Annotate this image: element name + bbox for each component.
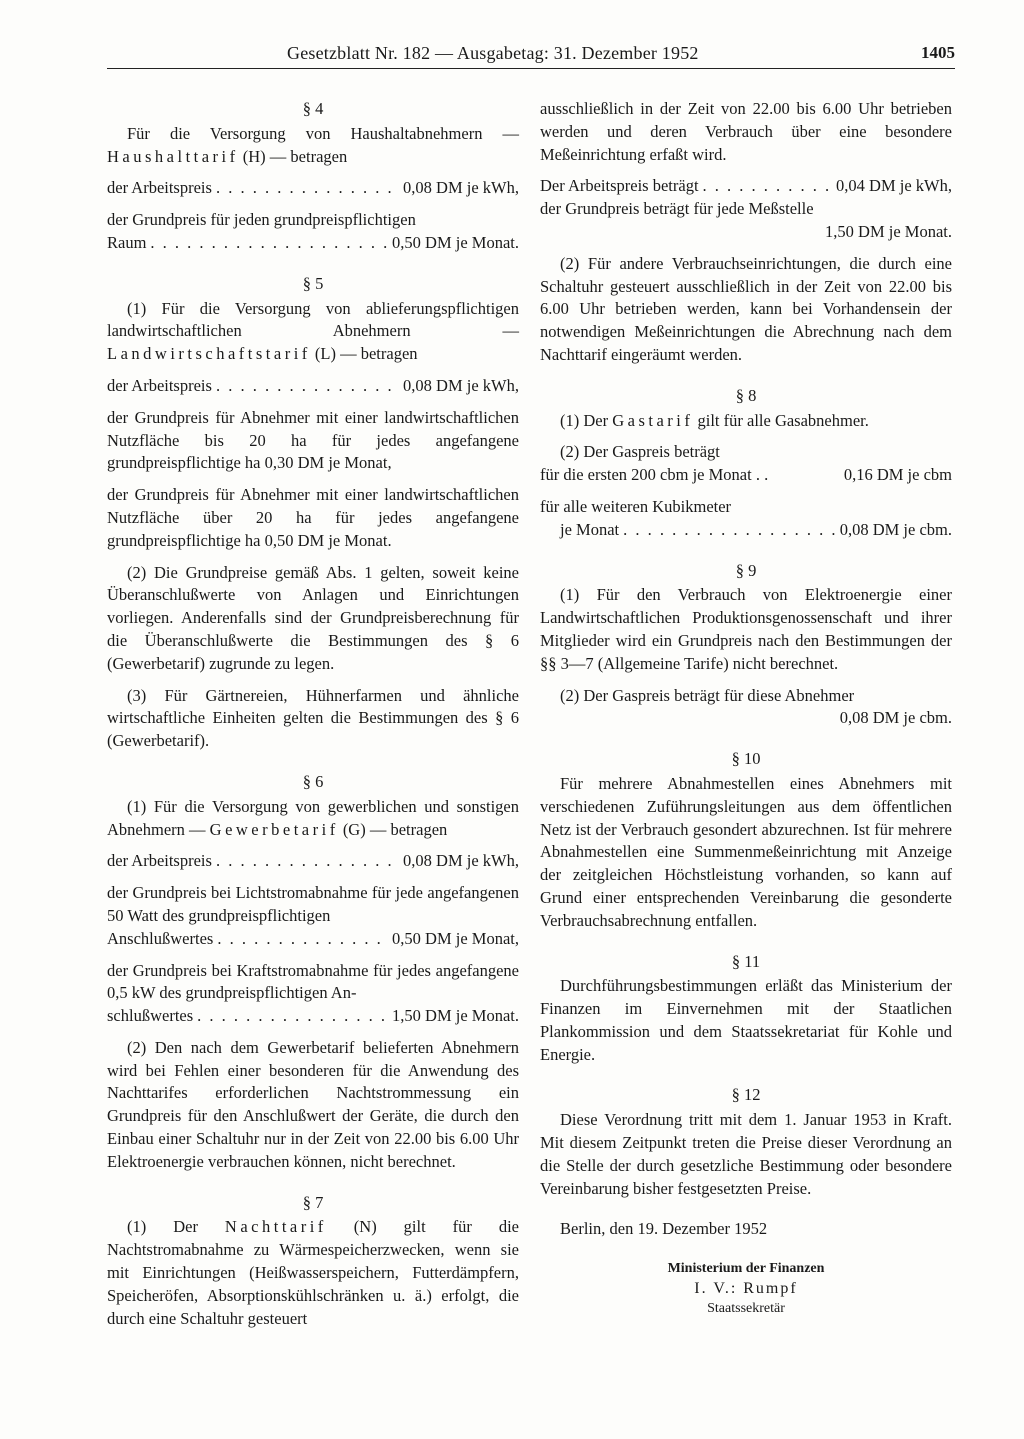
- rate-value: 0,16 DM je cbm: [843, 465, 952, 485]
- s4-rate-arbeitspreis: [107, 177, 519, 200]
- s8-p1-c: gilt für alle Gasabnehmer.: [697, 410, 869, 430]
- page-header: [107, 40, 955, 69]
- rate-label: schlußwertes: [107, 1006, 194, 1026]
- s4-tariff-name: Haushalttarif: [107, 146, 239, 166]
- s9-paragraph-2-value: 0,08 DM je cbm.: [839, 708, 952, 728]
- s8-paragraph-1: [540, 410, 952, 433]
- s8-tariff-name: Gastarif: [612, 410, 694, 430]
- section-heading-4: § 4: [302, 99, 324, 118]
- rate-value: 0,08 DM je kWh,: [403, 851, 519, 871]
- section-heading-6: § 6: [302, 771, 324, 791]
- rate-value: 0,08 DM je kWh,: [403, 178, 519, 198]
- s12-text: Diese Verordnung tritt mit dem 1. Januar 1953 in Kraft. Mit diesem Zeitpunkt treten die Preise dieser Verordnung an die Stelle der durch gesetzliche Bestimmung oder besondere Vereinbarung bisher festgesetzten Preise.: [540, 1110, 952, 1198]
- s5-paragraph-3: (3) Für Gärtnereien, Hühnerfarmen und ähnliche wirtschaftliche Einheiten gelten die Bestimmungen des § 6 (Gewerbetarif).: [107, 685, 519, 751]
- s6-rate-kraft-text: der Grundpreis bei Kraftstromabnahme für jedes angefangene 0,5 kW des grundpreispflichtigen An-: [107, 960, 519, 1003]
- s6-paragraph-2: (2) Den nach dem Gewerbetarif belieferten Abnehmern wird bei Fehlen einer besonderen für die Anwendung des Nachttarifes erforderlichen Nachtstrommessung ein Grundpreis für den Anschlußwert der Geräte, die durch den Einbau einer Schaltuhr nur in der Zeit von 22.00 bis 6.00 Uhr Elektroenergie verbrauchen können, nicht berechnet.: [107, 1037, 519, 1171]
- rate-value: 0,50 DM je Monat.: [392, 232, 519, 252]
- s7-rate-grundpreis-value: 1,50 DM je Monat.: [825, 221, 952, 241]
- rate-label: Anschlußwertes: [107, 928, 214, 948]
- section-heading-12: § 12: [731, 1085, 761, 1105]
- s8-rate-first-200: [540, 464, 952, 487]
- rate-label: der Arbeitspreis: [107, 375, 212, 395]
- s6-intro-a: (1) Für die Versorgung von gewerblichen und sonstigen Abnehmern —: [107, 796, 519, 839]
- s4-rate-grundpreis-text: der Grundpreis für jeden grundpreispflichtigen: [107, 210, 416, 230]
- s9-paragraph-2: (2) Der Gaspreis beträgt für diese Abnehmer: [560, 685, 855, 705]
- left-column: [107, 98, 519, 1330]
- s7-intro: [107, 1216, 519, 1330]
- rate-value: 0,08 DM je kWh,: [403, 375, 519, 395]
- s4-intro: [107, 123, 519, 169]
- s6-rate-arbeitspreis: [107, 850, 519, 873]
- s5-intro-c: (L) — betragen: [314, 344, 418, 364]
- s9-paragraph-1: (1) Für den Verbrauch von Elektroenergie einer Landwirtschaftlichen Produktionsgenossenschaft und ihrer Mitglieder wird ein Grundpreis nach den Bestimmungen der §§ 3—7 (Allgemeine Tarife) nicht berechnet.: [540, 585, 952, 673]
- s7-rate-grundpreis-text: der Grundpreis beträgt für jede Meßstelle: [540, 199, 814, 219]
- s7-paragraph-2: (2) Für andere Verbrauchseinrichtungen, die durch eine Schaltuhr gesteuert ausschließlich in der Zeit von 22.00 bis 6.00 Uhr betrieben werden, kann bei Vorhandensein der notwendigen Meßeinrichtungen die Abrechnung nach dem Nachttarif eingeräumt werden.: [540, 253, 952, 364]
- rate-label: Der Arbeitspreis beträgt: [540, 176, 699, 196]
- s6-rate-licht: [107, 928, 519, 951]
- rate-label: je Monat: [560, 519, 620, 539]
- s6-rate-kraft: [107, 1005, 519, 1028]
- s10-text: Für mehrere Abnahmestellen eines Abnehmers mit verschiedenen Zuführungsleitungen aus dem öffentlichen Netz ist der Verbrauch gesondert abzurechnen. Ist für mehrere Abnahmestellen eine Summenmeßeinrichtung mit Anzeige der zeitgleichen Höchstleistung vorhanden, so kann auf Grund einer entsprechenden Vereinbarung die gesonderte Verbrauchsabrechnung entfallen.: [540, 773, 952, 930]
- signature-org: Ministerium der Finanzen: [667, 1261, 825, 1277]
- right-column: [540, 98, 952, 1319]
- s11-text: Durchführungsbestimmungen erläßt das Ministerium der Finanzen im Einvernehmen mit der Staatlichen Plankommission und dem Staatssekretariat für Kohle und Energie.: [540, 976, 952, 1064]
- s7-intro-c: (N) gilt für die Nachtstromabnahme zu Wärmespeicherzwecken, wenn sie mit Einrichtungen (Heißwasserspeichern, Futterdämpfern, Speicheröfen, Absorptionskühlschränken u. ä.) erfolgt, die durch eine Schaltuhr gesteuert: [107, 1217, 519, 1328]
- section-heading-10: § 10: [731, 749, 761, 769]
- s4-intro-c: (H) — betragen: [242, 146, 348, 166]
- header-title: Gesetzblatt Nr. 182 — Ausgabetag: 31. Dezember 1952: [287, 43, 699, 63]
- rate-value: 0,08 DM je cbm.: [839, 519, 952, 539]
- s5-tariff-name: Landwirtschaftstarif: [107, 344, 311, 364]
- s5-intro: [107, 298, 519, 366]
- section-heading-11: § 11: [731, 951, 761, 971]
- rate-label: für die ersten 200 cbm je Monat . .: [540, 465, 769, 485]
- s8-rate-further: [540, 519, 952, 542]
- rate-value: 0,50 DM je Monat,: [392, 928, 519, 948]
- s4-rate-grundpreis: [107, 232, 519, 255]
- rate-value: 0,04 DM je kWh,: [836, 176, 952, 196]
- place-date: Berlin, den 19. Dezember 1952: [560, 1219, 768, 1239]
- s5-rate-arbeitspreis: [107, 375, 519, 398]
- section-heading-5: § 5: [302, 273, 324, 293]
- section-heading-8: § 8: [735, 385, 757, 405]
- s6-rate-licht-text: der Grundpreis bei Lichtstromabnahme für jede angefangenen 50 Watt des grundpreispflichtigen: [107, 883, 519, 925]
- s7-tariff-name: Nachttarif: [224, 1217, 327, 1237]
- rate-label: Raum: [107, 232, 147, 252]
- page-number: 1405: [921, 43, 955, 62]
- section-heading-9: § 9: [735, 560, 757, 580]
- s5-intro-a: (1) Für die Versorgung von ablieferungspflichtigen landwirtschaftlichen Abnehmern —: [107, 298, 519, 341]
- s6-intro: [107, 796, 519, 842]
- s7-intro-a: (1) Der: [127, 1217, 198, 1237]
- s7-continuation: ausschließlich in der Zeit von 22.00 bis 6.00 Uhr betrieben werden und deren Verbrauch über eine besondere Meßeinrichtung erfaßt wird.: [540, 99, 952, 164]
- s5-paragraph-2: (2) Die Grundpreise gemäß Abs. 1 gelten, soweit keine Überanschlußwerte von Anlagen und Einrichtungen vorliegen. Anderenfalls sind der Grundpreisberechnung für die Überanschlußwerte die Bestimmungen des § 6 (Gewerbetarif) zugrunde zu legen.: [107, 562, 519, 673]
- s6-tariff-name: Gewerbetarif: [209, 819, 339, 839]
- rate-label: der Arbeitspreis: [107, 178, 212, 198]
- s5-rate-grundpreis-small: der Grundpreis für Abnehmer mit einer landwirtschaftlichen Nutzfläche bis 20 ha für jedes angefangene grundpreispflichtige ha 0,30 DM je Monat,: [107, 407, 519, 473]
- s7-rate-arbeitspreis: [540, 175, 952, 198]
- section-heading-7: § 7: [302, 1192, 324, 1212]
- rate-value: 1,50 DM je Monat.: [392, 1006, 519, 1026]
- signature-title: Staatssekretär: [707, 1301, 785, 1317]
- rate-label: der Arbeitspreis: [107, 851, 212, 871]
- signature-name: I. V.: Rumpf: [694, 1280, 798, 1298]
- s8-p1-a: (1) Der: [560, 410, 609, 430]
- s8-rate-further-text: für alle weiteren Kubikmeter: [540, 496, 732, 516]
- s5-rate-grundpreis-large: der Grundpreis für Abnehmer mit einer landwirtschaftlichen Nutzfläche über 20 ha für jedes angefangene grundpreispflichtige ha 0,50 DM je Monat.: [107, 485, 519, 550]
- s8-paragraph-2: (2) Der Gaspreis beträgt: [560, 442, 720, 462]
- s4-intro-a: Für die Versorgung von Haushaltabnehmern —: [127, 123, 519, 143]
- s6-intro-c: (G) — betragen: [342, 819, 448, 839]
